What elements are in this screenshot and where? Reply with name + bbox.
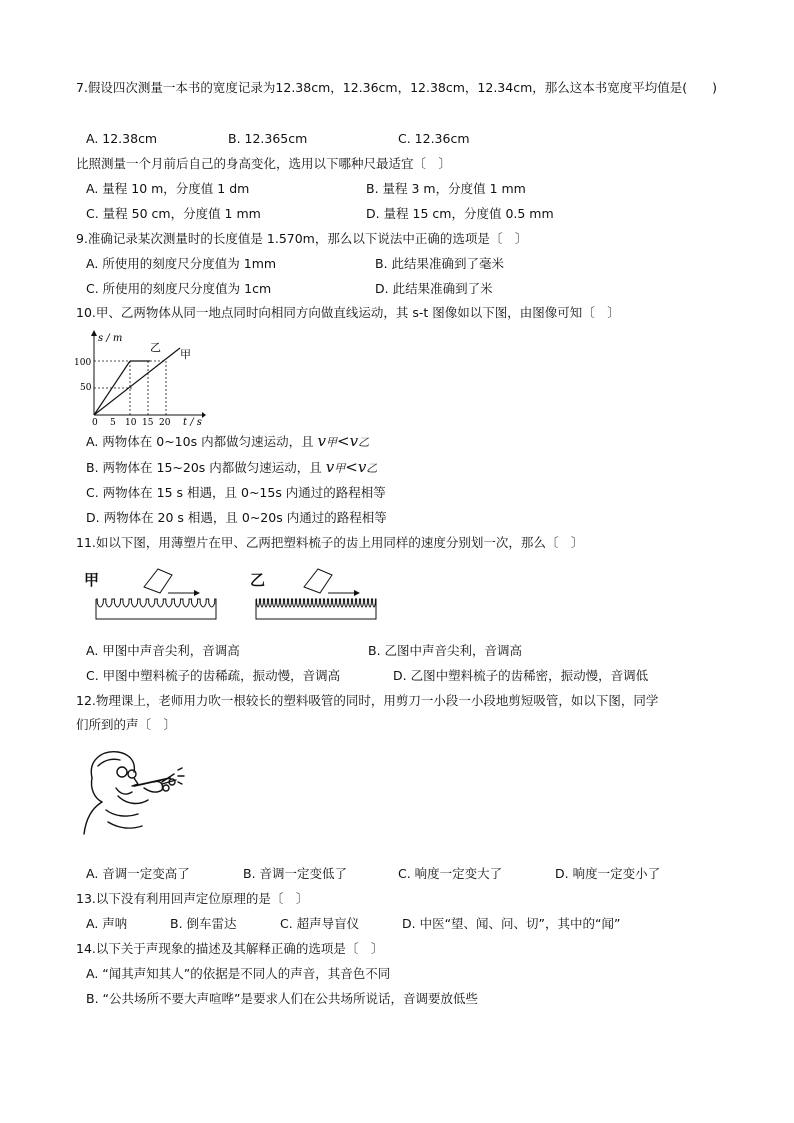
q11-option-c: C. 甲图中塑料梳子的齿稀疏，振动慢，音调高	[86, 668, 341, 683]
q9-stem: 9.准确记录某次测量时的长度值是 1.570m，那么以下说法中正确的选项是〔 〕	[76, 231, 528, 246]
s-t-graph	[72, 328, 206, 430]
q8-option-d: D. 量程 15 cm，分度值 0.5 mm	[366, 206, 554, 221]
teacher-cutting-straw-illustration	[78, 748, 188, 840]
plastic-sheet	[304, 569, 332, 593]
label-jia: 甲	[180, 348, 191, 361]
y-tick-100: 100	[74, 358, 92, 368]
q10-stem: 10.甲、乙两物体从同一地点同时向相同方向做直线运动，其 s-t 图像如以下图，由图像可知〔 〕	[76, 305, 620, 320]
q13-stem: 13.以下没有利用回声定位原理的是〔 〕	[76, 891, 309, 906]
q11-option-a: A. 甲图中声音尖利，音调高	[86, 643, 240, 658]
q12-option-c: C. 响度一定变大了	[398, 866, 503, 881]
q14-option-a: A. “闻其声知其人”的依据是不同人的声音，其音色不同	[86, 966, 391, 981]
t-axis-label: t / s	[183, 417, 202, 428]
q9-option-b: B. 此结果准确到了毫米	[375, 256, 505, 271]
q12-option-a: A. 音调一定变高了	[86, 866, 190, 881]
s-axis-label: s / m	[98, 333, 123, 344]
q9-option-a: A. 所使用的刻度尺分度值为 1mm	[86, 256, 277, 271]
x-tick-15: 15	[142, 418, 154, 428]
q14-stem: 14.以下关于声现象的描述及其解释正确的选项是〔 〕	[76, 941, 384, 956]
x-tick-20: 20	[159, 418, 171, 428]
q7-option-b: B. 12.365cm	[228, 131, 308, 146]
q13-option-a: A. 声呐	[86, 916, 128, 931]
comb-yi-figure	[252, 565, 384, 625]
q8-option-c: C. 量程 50 cm，分度值 1 mm	[86, 206, 261, 221]
q10-option-a: A. 两物体在 0~10s 内都做匀速运动，且 v甲<v乙	[86, 432, 370, 450]
q8-stem: 比照测量一个月前后自己的身高变化，选用以下哪种尺最适宜〔 〕	[76, 156, 452, 171]
q12-stem-line1: 12.物理课上，老师用力吹一根较长的塑料吸管的同时，用剪刀一小段一小段地剪短吸管，如以下图，同学	[76, 693, 659, 708]
x-tick-5: 5	[110, 418, 116, 428]
q10-option-c: C. 两物体在 15 s 相遇，且 0~15s 内通过的路程相等	[86, 485, 386, 500]
q12-option-d: D. 响度一定变小了	[555, 866, 661, 881]
q13-option-c: C. 超声导盲仪	[280, 916, 360, 931]
q8-option-a: A. 量程 10 m，分度值 1 dm	[86, 181, 250, 196]
x-tick-10: 10	[125, 418, 137, 428]
q13-option-b: B. 倒车雷达	[170, 916, 237, 931]
comb-jia-figure	[92, 565, 224, 625]
q7-option-c: C. 12.36cm	[398, 131, 470, 146]
q11-option-b: B. 乙图中声音尖利，音调高	[368, 643, 523, 658]
q11-option-d: D. 乙图中塑料梳子的齿稀密，振动慢，音调低	[393, 668, 649, 683]
q14-option-b: B. “公共场所不要大声喧哗”是要求人们在公共场所说话，音调要放低些	[86, 991, 478, 1006]
q11-stem: 11.如以下图，用薄塑片在甲、乙两把塑料梳子的齿上用同样的速度分别划一次，那么〔 〕	[76, 535, 584, 550]
q12-option-b: B. 音调一定变低了	[243, 866, 348, 881]
q7-option-a: A. 12.38cm	[86, 131, 158, 146]
q8-option-b: B. 量程 3 m，分度值 1 mm	[366, 181, 526, 196]
x-tick-0: 0	[92, 418, 98, 428]
q9-option-c: C. 所使用的刻度尺分度值为 1cm	[86, 281, 272, 296]
label-yi: 乙	[150, 341, 161, 354]
comb-yi-label: 乙	[250, 571, 266, 589]
q10-option-b: B. 两物体在 15~20s 内都做匀速运动，且 v甲<v乙	[86, 458, 378, 476]
q12-stem-line2: 们所到的声〔 〕	[76, 717, 177, 732]
q10-option-d: D. 两物体在 20 s 相遇，且 0~20s 内通过的路程相等	[86, 510, 387, 525]
comb-outline	[256, 599, 376, 619]
comb-jia-label: 甲	[84, 571, 100, 589]
comb-outline	[96, 599, 216, 619]
q13-option-d: D. 中医“望、闻、问、切”，其中的“闻”	[402, 916, 621, 931]
line-jia	[94, 348, 180, 415]
q7-stem: 7.假设四次测量一本书的宽度记录为12.38cm，12.36cm，12.38cm，12.34cm，那么这本书宽度平均值是( )	[76, 80, 718, 95]
plastic-sheet	[144, 569, 172, 593]
q9-option-d: D. 此结果准确到了米	[375, 281, 493, 296]
y-tick-50: 50	[80, 383, 92, 393]
